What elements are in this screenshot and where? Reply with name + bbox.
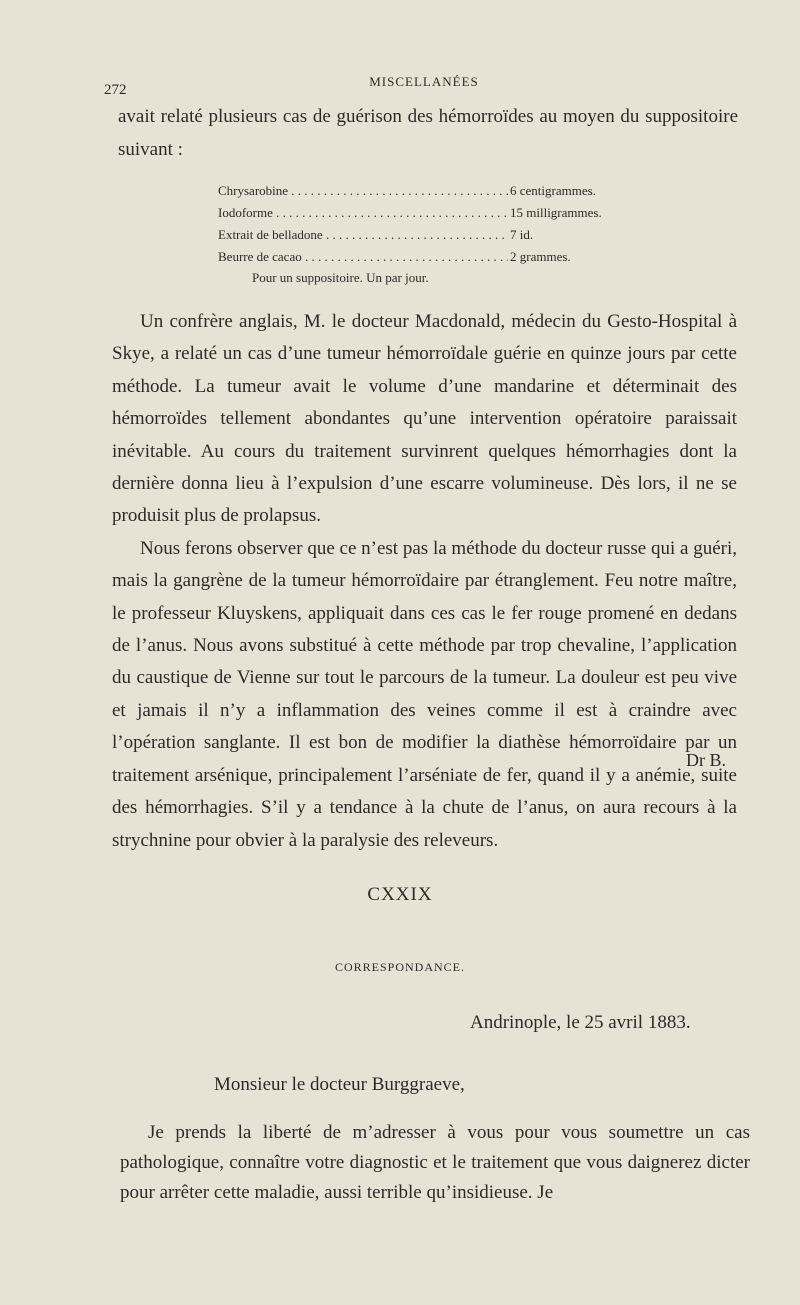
- prescription-item: [218, 180, 638, 202]
- page-header: [104, 72, 744, 96]
- letter-dateline: Andrinople, le 25 avril 1883.: [470, 1012, 691, 1033]
- prescription-list: [218, 180, 638, 288]
- letter-salutation: Monsieur le docteur Burggraeve,: [214, 1074, 465, 1095]
- ingredient-name: Extrait de belladone . . .: [218, 224, 508, 246]
- author-signature: Dr B.: [686, 750, 726, 770]
- intro-paragraph: avait relaté plusieurs cas de guérison des hémorroïdes au moyen du suppositoire suivant :: [118, 106, 738, 160]
- ingredient-quantity: 15 milligrammes.: [510, 205, 602, 220]
- ingredient-quantity: 7 id.: [510, 227, 534, 242]
- section-number: CXXIX: [367, 884, 433, 905]
- ingredient-name: Iodoforme . . .: [218, 202, 508, 224]
- paragraph: Nous ferons observer que ce n’est pas la méthode du docteur russe qui a guéri, mais la gangrène de la tumeur hémorroïdaire par étranglement. Feu notre maître, le professeur Kluyskens, appliquait dans ces cas le fer rouge promené en dedans de l’anus. Nous avons substitué à cette méthode par trop chevaline, l’application du caustique de Vienne sur tout le parcours de la tumeur. La douleur est peu vive et jamais il n’y a inflammation des veines comme il est à craindre avec l’opération sanglante. Il est bon de modifier la diathèse hémorroïdaire par un traitement arsénique, principalement l’arséniate de fer, quand il y a anémie, suite des hémorrhagies. S’il y a tendance à la chute de l’anus, on aura recours à la strychnine pour obvier à la paralysie des releveurs.: [112, 537, 737, 851]
- letter-paragraph: Je prends la liberté de m’adresser à vous pour vous soumettre un cas pathologique, connaître votre diagnostic et le traitement que vous daignerez dicter pour arrêter cette maladie, aussi terrible qu’insidieuse. Je: [120, 1122, 750, 1203]
- paragraph: Un confrère anglais, M. le docteur Macdonald, médecin du Gesto-Hospital à Skye, a relaté un cas d’une tumeur hémorroïdale guérie en quinze jours par cette méthode. La tumeur avait le volume d’une mandarine et déterminait des hémorroïdes tellement abondantes qu’une intervention opératoire paraissait inévitable. Au cours du traitement survinrent quelques hémorrhagies dont la dernière donna lieu à l’expulsion d’une escarre volumineuse. Dès lors, il ne se produisit plus de prolapsus.: [112, 311, 737, 527]
- prescription-item: [218, 224, 638, 246]
- ingredient-name: Chrysarobine . . .: [218, 180, 508, 202]
- article-body: [112, 306, 737, 857]
- ingredient-quantity: 6 centigrammes.: [510, 183, 596, 198]
- running-head: MISCELLANÉES: [369, 74, 479, 89]
- dosage-note: Pour un suppositoire. Un par jour.: [252, 270, 429, 285]
- prescription-item: [218, 246, 638, 268]
- page-number: 272: [104, 82, 127, 98]
- ingredient-quantity: 2 grammes.: [510, 249, 571, 264]
- prescription-item: [218, 202, 638, 224]
- ingredient-name: Beurre de cacao . . .: [218, 246, 508, 268]
- section-title: CORRESPONDANCE.: [334, 960, 466, 974]
